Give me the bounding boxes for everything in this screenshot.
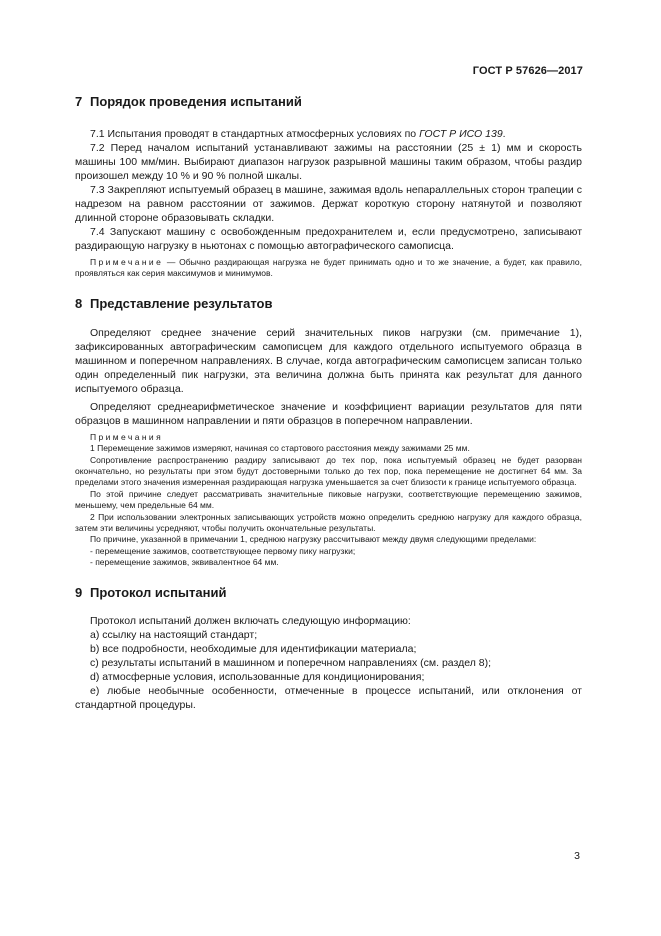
list-item-b: b) все подробности, необходимые для идентификации материала; [90, 642, 417, 655]
notes-label: Примечания [90, 431, 164, 442]
section-title: Протокол испытаний [90, 584, 227, 600]
list-item-d: d) атмосферные условия, использованные для кондиционирования; [90, 670, 425, 683]
note-8-1-cont: Сопротивление распространению раздиру записывают до тех пор, пока испытуемый образец не будет разорван окончательно, но результаты при этом будут достоверными только до тех пор, пока перемещение не достигнет 64 мм. За пределами этого значения измеренная раздирающая нагрузка уменьшается за счет близости к границе испытуемого образца. [75, 454, 582, 488]
page-number: 3 [574, 850, 580, 862]
list-item-e: e) любые необычные особенности, отмеченные в процессе испытаний, или отклонения от стандартной процедуры. [75, 684, 582, 711]
reference-gost-iso-139: ГОСТ Р ИСО 139 [419, 128, 503, 140]
note-8-2-item-1: - перемещение зажимов, соответствующее первому пику нагрузки; [90, 545, 356, 556]
section-9-heading [75, 585, 582, 601]
note-8-1-cont2: По этой причине следует рассматривать значительные пиковые нагрузки, соответствующие перемещению зажимов, меньшему, чем предельные 64 мм. [75, 488, 582, 511]
list-item-c: c) результаты испытаний в машинном и поперечном направлениях (см. раздел 8); [90, 656, 492, 669]
note-8-2-item-2: - перемещение зажимов, эквивалентное 64 мм. [90, 557, 279, 568]
note-8-1: 1 Перемещение зажимов измеряют, начиная со стартового расстояния между зажимами 25 мм. [90, 443, 470, 454]
page-content [75, 90, 582, 712]
section-number: 7 [75, 94, 83, 109]
paragraph-7-1-end: . [502, 128, 506, 140]
paragraph-8-2: Определяют среднеарифметическое значение и коэффициент вариации результатов для пяти образцов в машинном направлении и пяти образцов в поперечном направлении. [75, 400, 582, 427]
paragraph-7-1-text: 7.1 Испытания проводят в стандартных атмосферных условиях по [90, 128, 420, 140]
standard-designation: ГОСТ Р 57626—2017 [472, 65, 583, 77]
section-title: Порядок проведения испытаний [90, 94, 302, 109]
section-title: Представление результатов [90, 295, 273, 311]
list-item-a: a) ссылку на настоящий стандарт; [90, 628, 258, 641]
paragraph-7-4: 7.4 Запускают машину с освобожденным предохранителем и, если предусмотрено, записывают раздирающую нагрузку в ньютонах с помощью автографического самописца. [75, 226, 582, 252]
note-8-2: 2 При использовании электронных записывающих устройств можно определить среднюю нагрузку для каждого образца, затем эти величины усредняют, чтобы получить окончательные результаты. [75, 511, 582, 534]
paragraph-7-3: 7.3 Закрепляют испытуемый образец в машине, зажимая вдоль непараллельных сторон трапеции с надрезом на равном расстоянии от зажимов. Держат короткую сторону натянутой и позволяют длинной стороне образовывать складки. [75, 184, 582, 224]
note-8-2-cont: По причине, указанной в примечании 1, среднюю нагрузку рассчитывают между двумя следующими пределами: [90, 534, 537, 545]
note-text: — Обычно раздирающая нагрузка не будет принимать одно и то же значение, а будет, как правило, проявляться как серия максимумов и минимумов. [75, 257, 582, 279]
note-label: Примечание [90, 257, 164, 267]
paragraph-7-1 [75, 127, 582, 141]
paragraph-7-2: 7.2 Перед началом испытаний устанавливают зажимы на расстоянии (25 ± 1) мм и скорость машины 100 мм/мин. Выбирают диапазон нагрузок разрывной машины таким образом, чтобы раздир произошел между 10 % и 90 % полной шкалы. [75, 142, 582, 182]
section-7-heading [75, 94, 582, 110]
paragraph-8-1: Определяют среднее значение серий значительных пиков нагрузки (см. примечание 1), зафиксированных автографическим самописцем для каждого отдельного испытуемого образца в машинном и поперечном направлениях. В случае, когда автографическим самописцем записан только один определенный пик нагрузки, эта величина должна быть принята как результат для данного испытуемого образца. [75, 326, 582, 395]
section-8-heading [75, 296, 582, 312]
section-number: 8 [75, 295, 83, 311]
paragraph-9-intro: Протокол испытаний должен включать следующую информацию: [90, 614, 411, 627]
section-number: 9 [75, 584, 83, 600]
note-7 [75, 257, 582, 280]
